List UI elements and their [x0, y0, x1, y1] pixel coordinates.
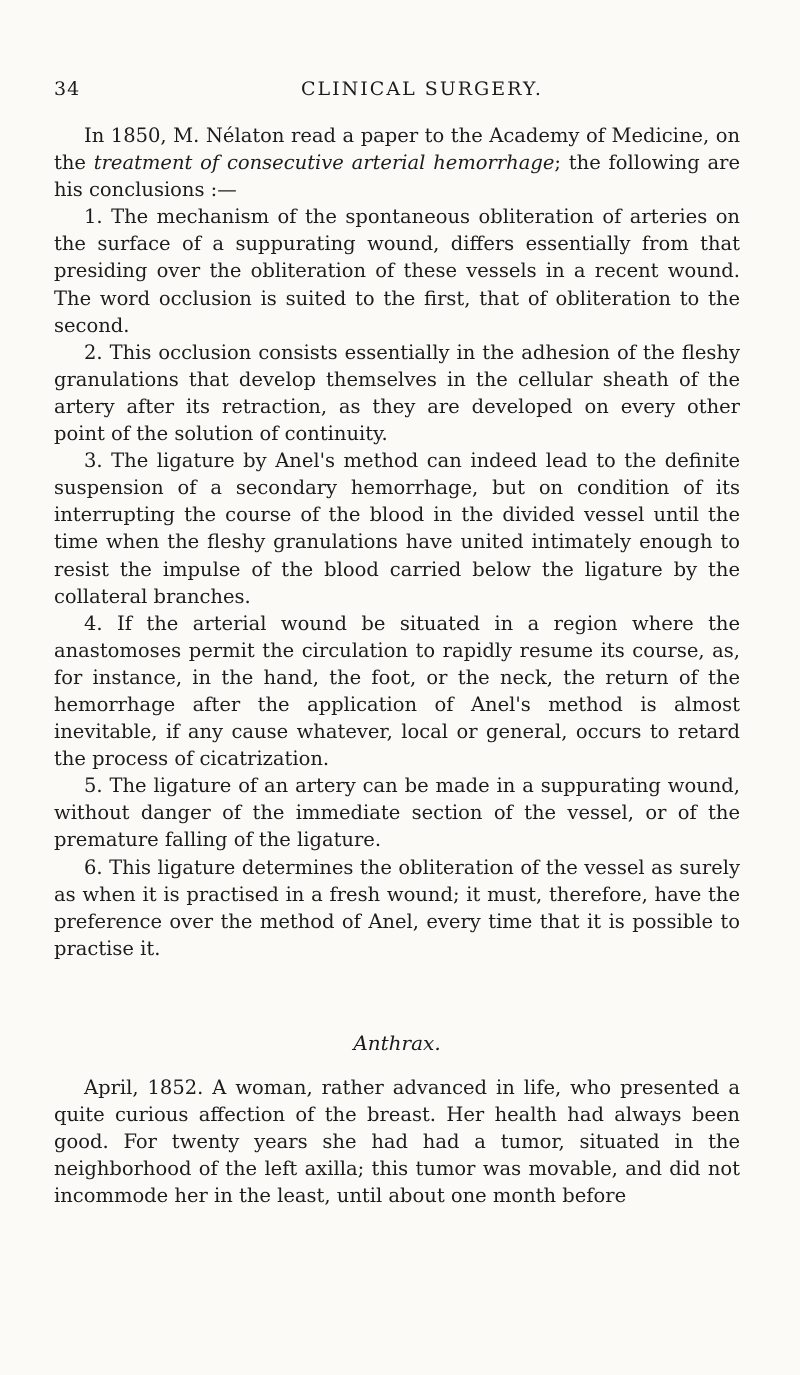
case-text [54, 1074, 740, 1209]
conclusion-5: 5. The ligature of an artery can be made in a suppurating wound, without danger of the immediate section of the vessel, or of the premature falling of the ligature. [54, 774, 740, 852]
paper-title: treatment of consecutive arterial hemorrhage [93, 151, 555, 175]
running-head: CLINICAL SURGERY. [301, 78, 543, 100]
section-heading: Anthrax. [353, 1031, 441, 1055]
conclusion-1: 1. The mechanism of the spontaneous obliteration of arteries on the surface of a suppurating wound, differs essentially from that presiding over the obliteration of these vessels in a recent wound. The word occlusion is suited to the first, that of obliteration to the second. [54, 205, 740, 337]
main-text [54, 122, 740, 962]
intro-text-start: In 1850, M. Nélaton read a paper to the Academy of Medicine, on the [54, 124, 740, 175]
conclusion-6: 6. This ligature determines the obliteration of the vessel as surely as when it is practised in a fresh wound; it must, therefore, have the preference over the method of Anel, every time that it is possible to practise it. [54, 855, 740, 960]
intro-paragraph [54, 122, 740, 203]
page-header [52, 78, 752, 108]
conclusion-4: 4. If the arterial wound be situated in a region where the anastomoses permit the circulation to rapidly resume its course, as, for instance, in the hand, the foot, or the neck, the return of the hemorrhage after the application of Anel's method is almost inevitable, if any cause whatever, local or general, occurs to retard the process of cicatrization. [54, 611, 740, 771]
intro-text-end: ; the following are his conclusions :— [54, 151, 741, 202]
page-number: 34 [54, 78, 81, 100]
conclusion-3: 3. The ligature by Anel's method can indeed lead to the definite suspension of a secondary hemorrhage, but on condition of its interrupting the course of the blood in the divided vessel until the time when the fleshy granulations have united intimately enough to resist the impulse of the blood carried below the ligature by the collateral branches. [54, 449, 740, 608]
conclusion-2: 2. This occlusion consists essentially in the adhesion of the fleshy granulations that develop themselves in the cellular sheath of the artery after its retraction, as they are developed on every other point of the solution of continuity. [54, 340, 740, 446]
case-paragraph: April, 1852. A woman, rather advanced in life, who presented a quite curious affection of the breast. Her health had always been good. For twenty years she had had a tumor, situated in the neighborhood of the left axilla; this tumor was movable, and did not incommode her in the least, until about one month before [54, 1076, 740, 1208]
